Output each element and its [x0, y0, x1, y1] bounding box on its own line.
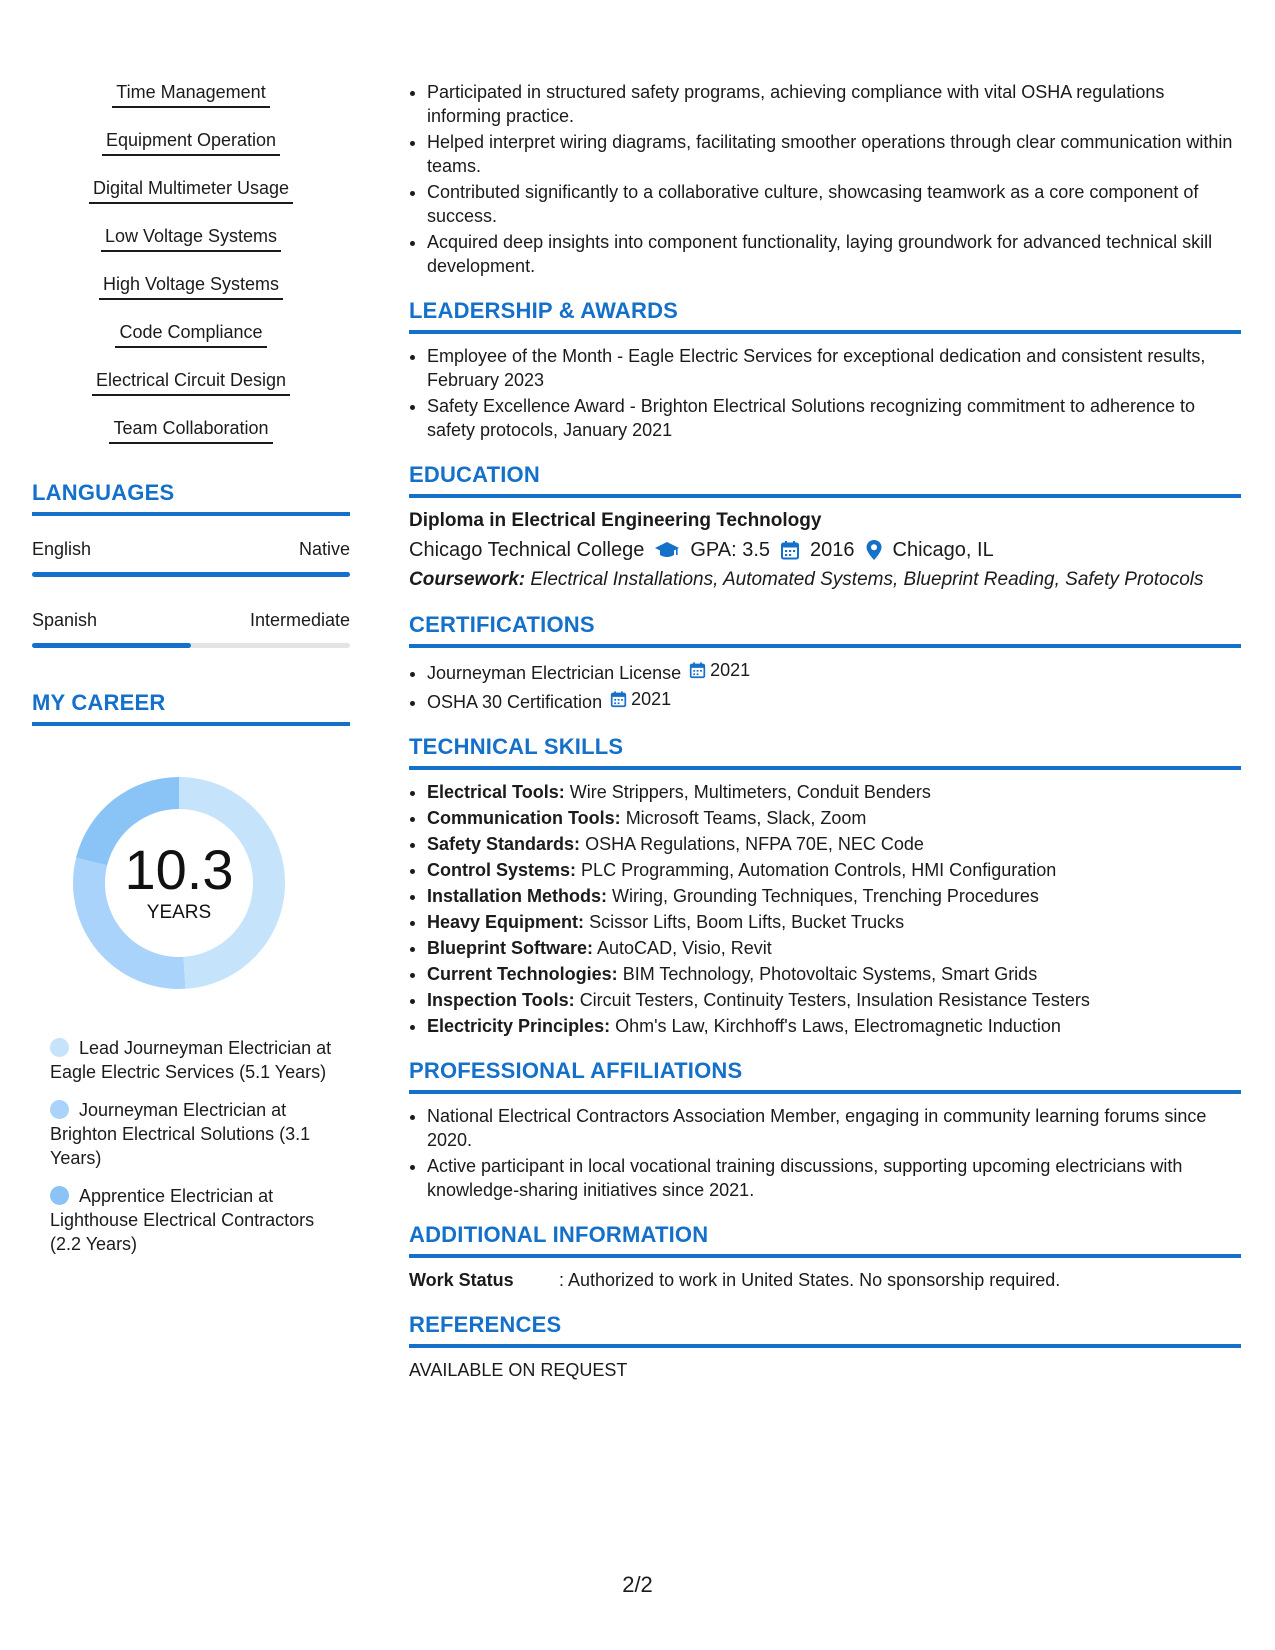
coursework-text: Electrical Installations, Automated Systems, Blueprint Reading, Safety Protocols	[530, 569, 1204, 590]
technical-skill-item	[427, 832, 1241, 856]
career-total: 10.3	[124, 838, 234, 901]
main-column	[409, 80, 1241, 1382]
affiliations-list	[409, 1104, 1241, 1202]
cert-year: 2021	[710, 660, 751, 680]
skill-item: High Voltage Systems	[32, 272, 350, 300]
list-item: • Active participant in local vocational training discussions, supporting upcoming electricians with knowledge-sharing initiatives since 2021.	[427, 1154, 1241, 1202]
skill-value: Wire Strippers, Multimeters, Conduit Benders	[569, 782, 931, 802]
skill-label: Inspection Tools:	[427, 990, 575, 1010]
career-item: Journeyman Electrician at Brighton Electrical Solutions (3.1 Years)	[50, 1100, 311, 1168]
skill-item: Time Management	[32, 80, 350, 108]
list-item: • Safety Excellence Award - Brighton Electrical Solutions recognizing commitment to adherence to safety protocols, January 2021	[427, 394, 1241, 442]
technical-skill-item	[427, 806, 1241, 830]
career-item: Lead Journeyman Electrician at Eagle Electric Services (5.1 Years)	[50, 1038, 332, 1082]
coursework-label: Coursework:	[409, 569, 526, 590]
skill-label: Heavy Equipment:	[427, 912, 585, 932]
page-number: 2/2	[622, 1572, 653, 1597]
skill-value: Microsoft Teams, Slack, Zoom	[625, 808, 867, 828]
technical-skill-item	[427, 884, 1241, 908]
skill-value: OSHA Regulations, NFPA 70E, NEC Code	[585, 834, 924, 854]
career-item: Apprentice Electrician at Lighthouse Electrical Contractors (2.2 Years)	[50, 1186, 315, 1254]
technical-skill-item	[427, 858, 1241, 882]
references-text: AVAILABLE ON REQUEST	[409, 1360, 628, 1380]
graduation-year: 2016	[810, 539, 855, 561]
experience-bullets	[409, 80, 1241, 278]
technical-skills-heading: TECHNICAL SKILLS	[409, 734, 1241, 770]
skill-value: AutoCAD, Visio, Revit	[597, 938, 772, 958]
list-item: • Acquired deep insights into component functionality, laying groundwork for advanced technical skill development.	[427, 230, 1241, 278]
calendar-icon	[689, 661, 706, 679]
certifications-heading: CERTIFICATIONS	[409, 612, 1241, 648]
school-location: Chicago, IL	[892, 539, 994, 561]
list-item: • National Electrical Contractors Association Member, engaging in community learning forums since 2020.	[427, 1104, 1241, 1152]
skill-value: Circuit Testers, Continuity Testers, Insulation Resistance Testers	[579, 990, 1090, 1010]
calendar-icon	[610, 690, 627, 708]
affiliations-heading: PROFESSIONAL AFFILIATIONS	[409, 1058, 1241, 1094]
education-details	[409, 536, 1241, 564]
language-bar	[32, 643, 350, 648]
list-item: • Helped interpret wiring diagrams, facilitating smoother operations through clear communication within teams.	[427, 130, 1241, 178]
career-legend	[50, 1036, 340, 1256]
coursework	[409, 568, 1241, 592]
legend-dot	[50, 1186, 69, 1205]
work-status-value: : Authorized to work in United States. No sponsorship required.	[559, 1270, 1061, 1290]
awards-list	[409, 344, 1241, 442]
technical-skill-item	[427, 910, 1241, 934]
degree-title: Diploma in Electrical Engineering Technology	[409, 510, 822, 531]
career-unit: YEARS	[146, 902, 212, 923]
language-row	[32, 538, 350, 560]
location-pin-icon	[865, 539, 883, 561]
skill-value: Scissor Lifts, Boom Lifts, Bucket Trucks	[589, 912, 905, 932]
language-bar-fill	[32, 572, 350, 577]
references-heading: REFERENCES	[409, 1312, 1241, 1348]
skill-value: BIM Technology, Photovoltaic Systems, Smart Grids	[622, 964, 1038, 984]
language-name: Spanish	[32, 610, 98, 630]
skill-label: Blueprint Software:	[427, 938, 594, 958]
skill-item: Code Compliance	[32, 320, 350, 348]
language-name: English	[32, 539, 92, 559]
additional-info-heading: ADDITIONAL INFORMATION	[409, 1222, 1241, 1258]
skill-value: PLC Programming, Automation Controls, HMI Configuration	[581, 860, 1057, 880]
skill-item: Low Voltage Systems	[32, 224, 350, 252]
awards-heading: LEADERSHIP & AWARDS	[409, 298, 1241, 334]
languages-heading: LANGUAGES	[32, 480, 350, 516]
skill-label: Control Systems:	[427, 860, 577, 880]
technical-skill-item	[427, 936, 1241, 960]
skill-item: Team Collaboration	[32, 416, 350, 444]
graduation-cap-icon	[654, 540, 680, 560]
cert-year: 2021	[631, 689, 672, 709]
skill-item: Digital Multimeter Usage	[32, 176, 350, 204]
technical-skills-list	[409, 780, 1241, 1038]
skill-item: Equipment Operation	[32, 128, 350, 156]
career-donut-center	[66, 770, 292, 996]
education-heading: EDUCATION	[409, 462, 1241, 498]
skill-label: Installation Methods:	[427, 886, 607, 906]
work-status-label: Work Status	[409, 1270, 514, 1290]
career-heading: MY CAREER	[32, 690, 350, 726]
sidebar	[32, 80, 350, 1270]
career-donut	[66, 770, 292, 996]
language-level: Native	[298, 539, 350, 559]
skills-list	[32, 80, 350, 444]
list-item: • Contributed significantly to a collaborative culture, showcasing teamwork as a core component of success.	[427, 180, 1241, 228]
technical-skill-item	[427, 988, 1241, 1012]
language-bar-fill	[32, 643, 191, 648]
list-item: • Journeyman Electrician License 2021	[427, 658, 1241, 685]
skill-label: Electricity Principles:	[427, 1016, 611, 1036]
school-name: Chicago Technical College	[409, 539, 645, 561]
skill-value: Wiring, Grounding Techniques, Trenching Procedures	[612, 886, 1039, 906]
technical-skill-item	[427, 1014, 1241, 1038]
technical-skill-item	[427, 780, 1241, 804]
legend-dot	[50, 1100, 69, 1119]
list-item: • Employee of the Month - Eagle Electric Services for exceptional dedication and consistent results, February 2023	[427, 344, 1241, 392]
certifications-list	[409, 658, 1241, 714]
skill-item: Electrical Circuit Design	[32, 368, 350, 396]
language-level: Intermediate	[249, 610, 350, 630]
work-status	[409, 1268, 1241, 1292]
legend-dot	[50, 1038, 69, 1057]
languages-list	[32, 538, 350, 648]
language-row	[32, 609, 350, 631]
language-bar	[32, 572, 350, 577]
skill-label: Current Technologies:	[427, 964, 618, 984]
gpa: GPA: 3.5	[690, 539, 771, 561]
list-item: • OSHA 30 Certification 2021	[427, 687, 1241, 714]
skill-value: Ohm's Law, Kirchhoff's Laws, Electromagnetic Induction	[615, 1016, 1061, 1036]
skill-label: Safety Standards:	[427, 834, 581, 854]
skill-label: Communication Tools:	[427, 808, 621, 828]
list-item: • Participated in structured safety programs, achieving compliance with vital OSHA regulations informing practice.	[427, 80, 1241, 128]
calendar-icon	[780, 540, 800, 560]
skill-label: Electrical Tools:	[427, 782, 565, 802]
technical-skill-item	[427, 962, 1241, 986]
